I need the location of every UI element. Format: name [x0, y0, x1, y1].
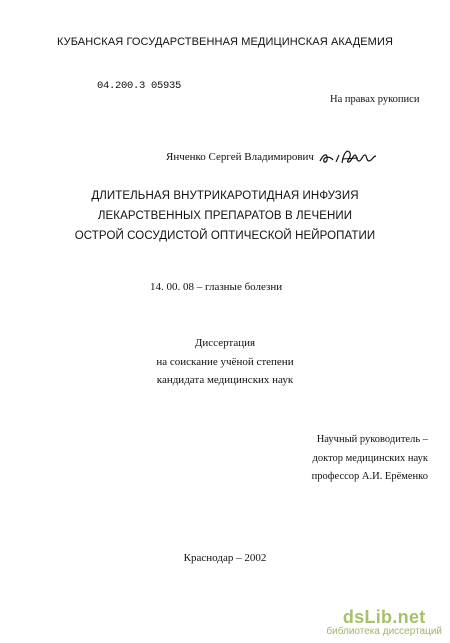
supervisor-line: Научный руководитель – [316, 434, 428, 445]
title-line: ЛЕКАРСТВЕННЫХ ПРЕПАРАТОВ В ЛЕЧЕНИИ [97, 210, 353, 222]
dissertation-title [0, 186, 450, 246]
city-year: Краснодар – 2002 [183, 552, 267, 564]
rights-note: На правах рукописи [330, 94, 420, 105]
author-row [166, 147, 378, 167]
watermark[interactable] [326, 608, 442, 637]
registry-number-stamp: 04.200.3 05935 [97, 80, 182, 92]
degree-line: на соискание учёной степени [156, 355, 294, 368]
watermark-brand[interactable]: dsLib.net [342, 607, 426, 627]
author-name: Янченко Сергей Владимирович [166, 151, 314, 163]
signature-icon [318, 147, 378, 167]
degree-block [0, 334, 450, 390]
degree-line: Диссертация [194, 337, 256, 349]
title-line: ДЛИТЕЛЬНАЯ ВНУТРИКАРОТИДНАЯ ИНФУЗИЯ [91, 190, 359, 202]
supervisor-block [312, 431, 428, 487]
academy-heading: КУБАНСКАЯ ГОСУДАРСТВЕННАЯ МЕДИЦИНСКАЯ АКАДЕМИЯ [56, 36, 393, 48]
watermark-tagline: библиотека диссертаций [326, 626, 442, 637]
supervisor-line: профессор А.И. Ерёменко [311, 471, 428, 482]
degree-line: кандидата медицинских наук [156, 374, 294, 386]
supervisor-line: доктор медицинских наук [312, 452, 428, 464]
title-line: ОСТРОЙ СОСУДИСТОЙ ОПТИЧЕСКОЙ НЕЙРОПАТИИ [74, 230, 376, 242]
specialty-code: 14. 00. 08 – глазные болезни [150, 281, 283, 293]
